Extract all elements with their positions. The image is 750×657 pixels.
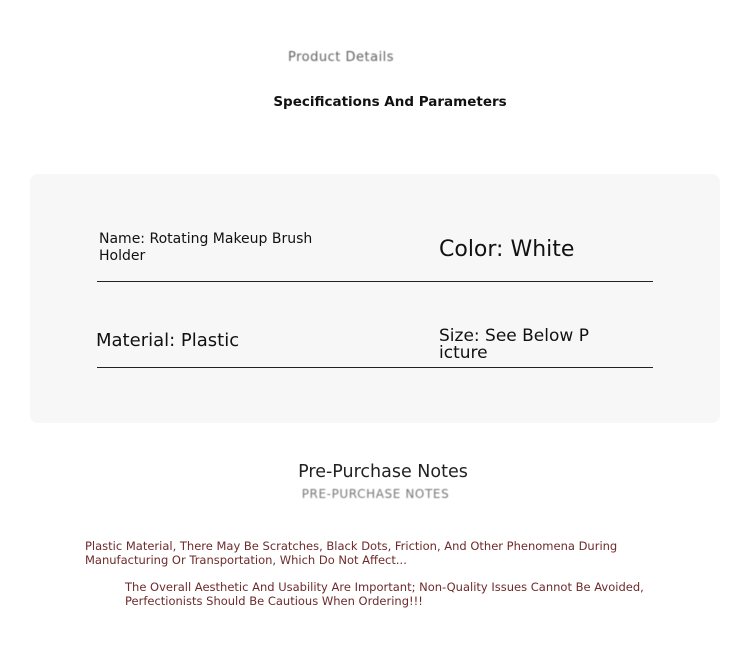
section-title-blurred: Product Details xyxy=(288,50,395,65)
spec-panel xyxy=(30,174,720,423)
spec-material: Material: Plastic xyxy=(96,330,240,351)
spec-divider xyxy=(97,367,653,368)
spec-color: Color: White xyxy=(439,237,575,262)
spec-size: Size: See Below Picture xyxy=(439,326,589,363)
note-line-1: Plastic Material, There May Be Scratches, Black Dots, Friction, And Other Phenomena During Manufacturing Or Transportation, Which Do Not Affect... xyxy=(85,539,618,567)
note-line-2: The Overall Aesthetic And Usability Are Important; Non-Quality Issues Cannot Be Avoided, Perfectionists Should Be Cautious When Ordering!!! xyxy=(125,580,644,608)
spec-section-title: Specifications And Parameters xyxy=(273,94,507,110)
notes-subtitle-blurred: PRE-PURCHASE NOTES xyxy=(301,487,450,501)
spec-divider xyxy=(97,281,653,282)
spec-name: Name: Rotating Makeup Brush Holder xyxy=(99,231,313,264)
notes-title: Pre-Purchase Notes xyxy=(298,462,468,482)
